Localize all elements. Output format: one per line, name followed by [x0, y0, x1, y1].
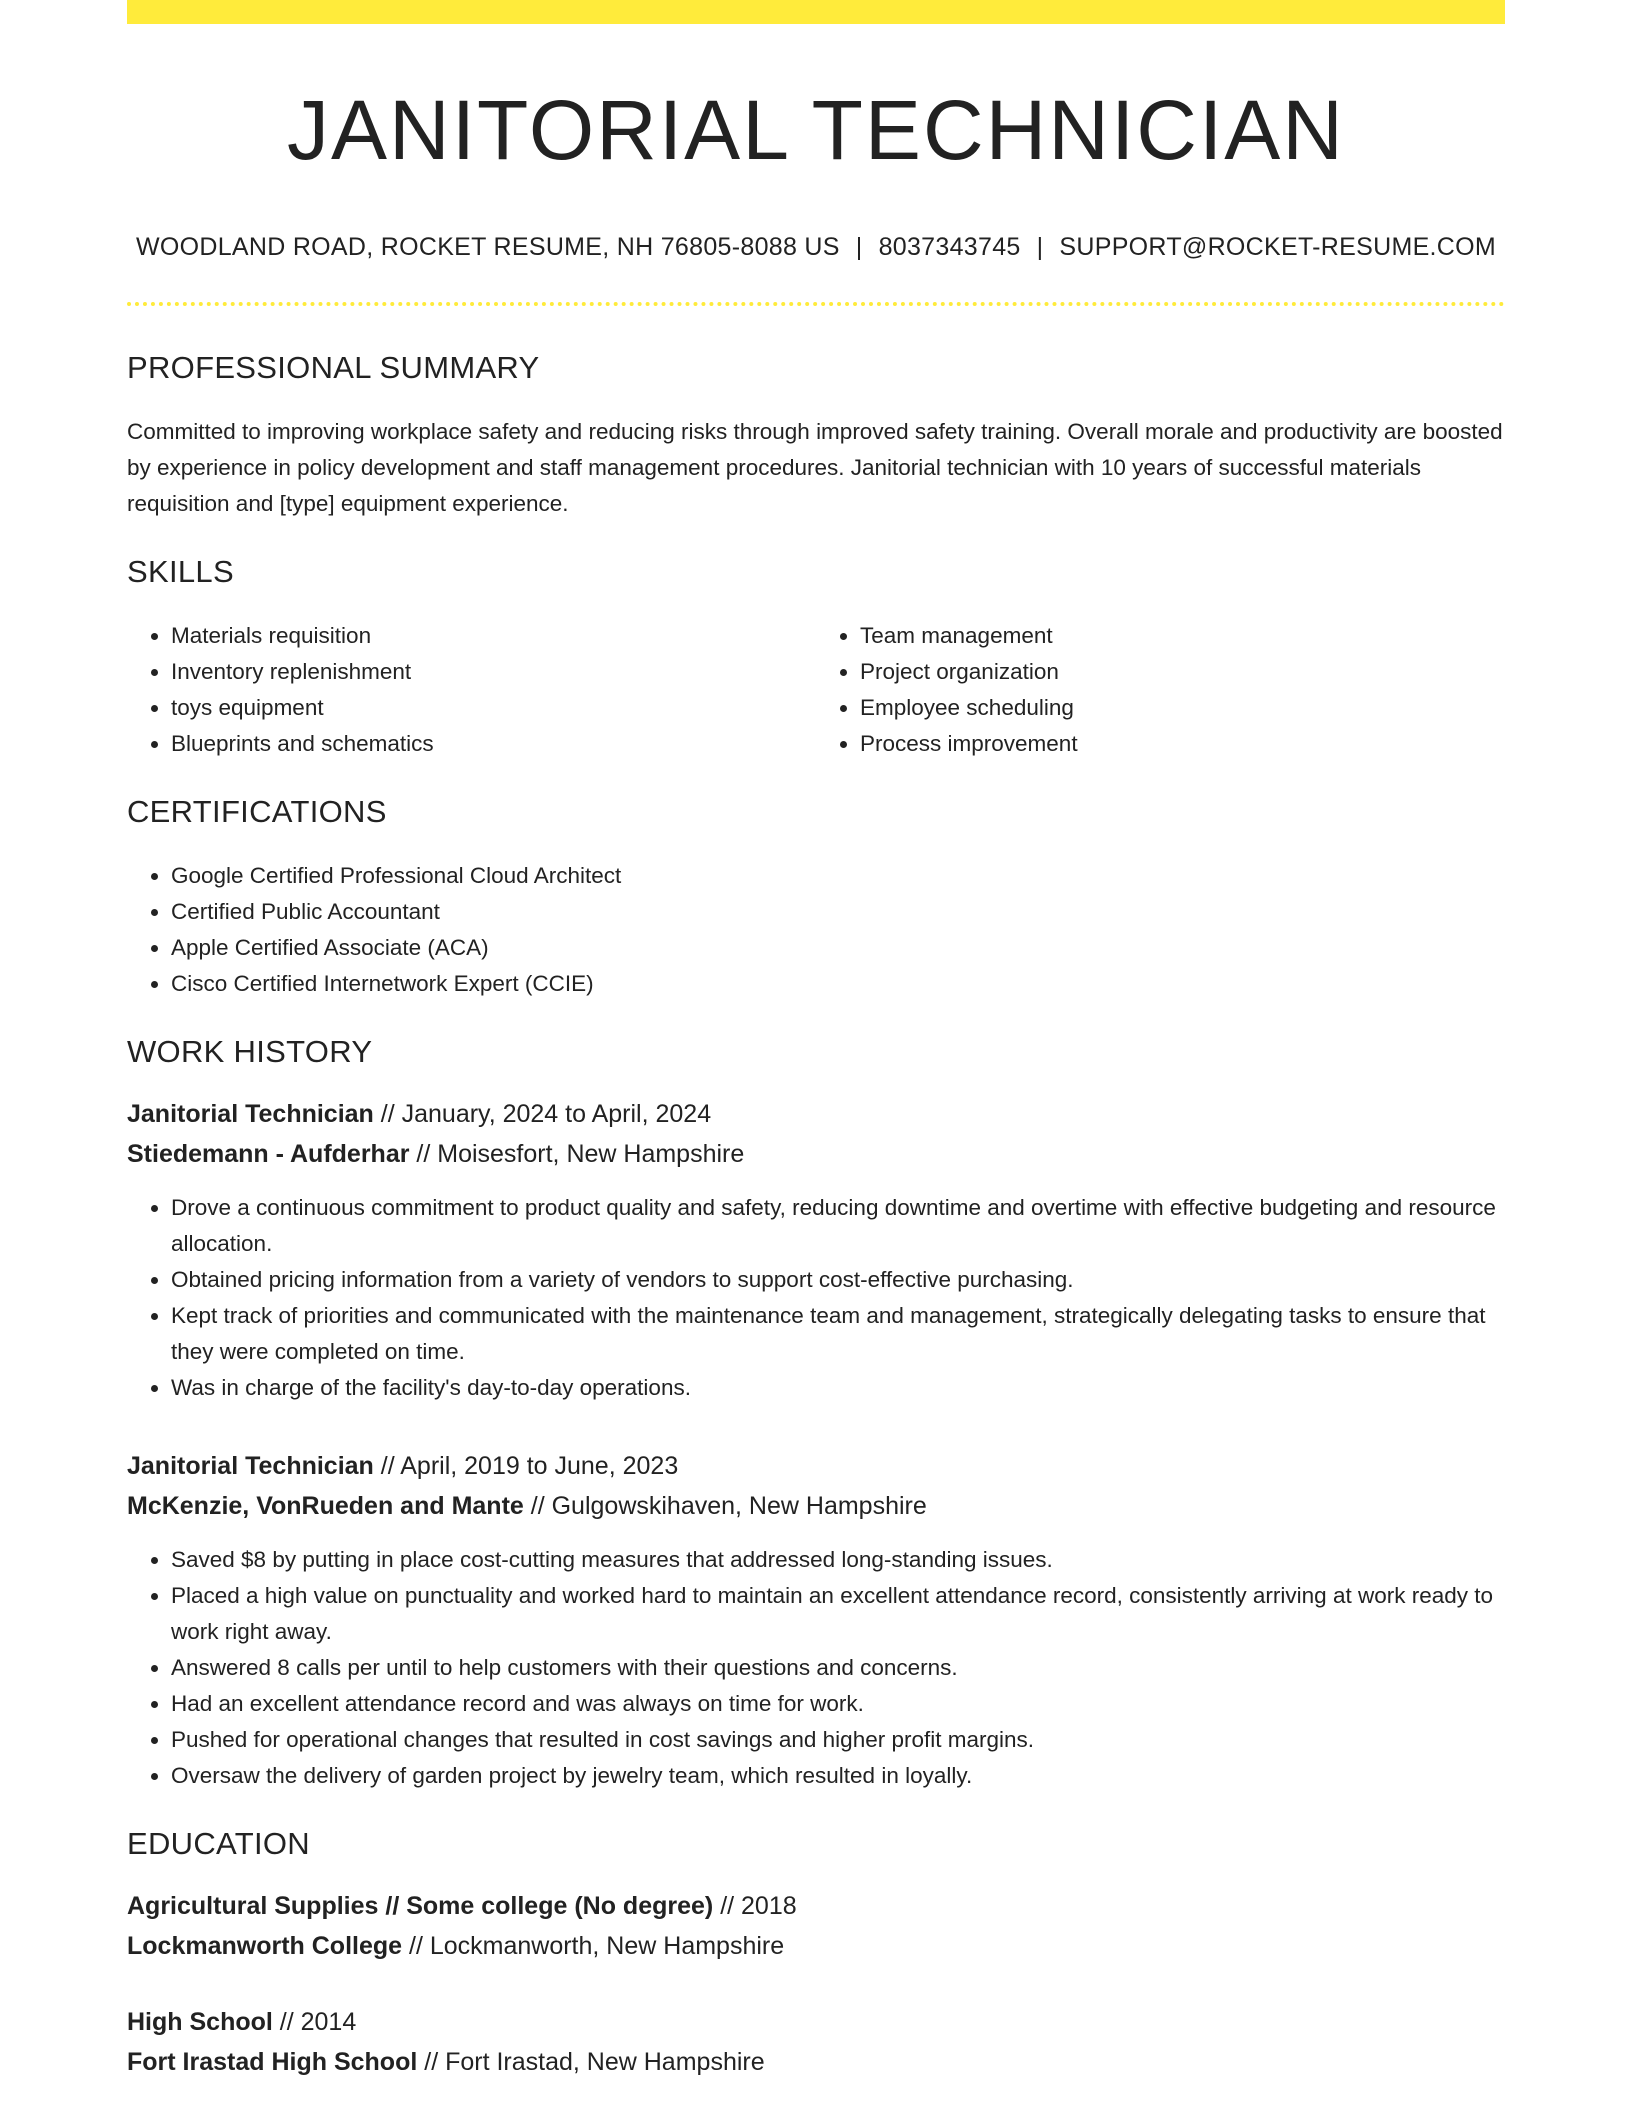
skill-item: • Team management: [860, 618, 1505, 654]
job-bullet: • Pushed for operational changes that resulted in cost savings and higher profit margins.: [171, 1722, 1505, 1758]
job-company: Stiedemann - Aufderhar: [127, 1139, 410, 1168]
job-company: McKenzie, VonRueden and Mante: [127, 1491, 524, 1520]
job-bullet: • Saved $8 by putting in place cost-cutting measures that addressed long-standing issues.: [171, 1542, 1505, 1578]
skills-heading: SKILLS: [127, 553, 234, 589]
contact-email: SUPPORT@ROCKET-RESUME.COM: [1059, 232, 1497, 261]
job-bullet: • Obtained pricing information from a variety of vendors to support cost-effective purchasing.: [171, 1262, 1505, 1298]
job-title-line: [127, 1094, 1505, 1134]
header-divider: [127, 302, 1505, 306]
education-entry: [127, 2002, 1505, 2082]
job-bullet: • Drove a continuous commitment to product quality and safety, reducing downtime and overtime with effective budgeting and resource allocation.: [171, 1190, 1505, 1262]
certifications-heading: CERTIFICATIONS: [127, 793, 387, 829]
job-entry: [127, 1446, 1505, 1794]
job-dates: // April, 2019 to June, 2023: [380, 1451, 679, 1480]
education-location: // Fort Irastad, New Hampshire: [424, 2047, 765, 2076]
certification-item: • Google Certified Professional Cloud Architect: [171, 858, 1505, 894]
contact-separator: |: [855, 232, 863, 261]
job-bullet: • Was in charge of the facility's day-to-day operations.: [171, 1370, 1505, 1406]
contact-line: [127, 233, 1505, 262]
certifications-list: [127, 858, 1505, 1002]
skill-item: • Materials requisition: [171, 618, 816, 654]
job-company-line: [127, 1486, 1505, 1526]
skill-item: • Project organization: [860, 654, 1505, 690]
education-entry: [127, 1886, 1505, 1966]
education-degree-line: [127, 1886, 1505, 1926]
job-bullet: • Placed a high value on punctuality and worked hard to maintain an excellent attendance record, consistently arriving at work ready to work right away.: [171, 1578, 1505, 1650]
education-degree: Agricultural Supplies // Some college (No degree): [127, 1891, 714, 1920]
certification-item: • Cisco Certified Internetwork Expert (CCIE): [171, 966, 1505, 1002]
job-bullet: • Had an excellent attendance record and was always on time for work.: [171, 1686, 1505, 1722]
education-school: Fort Irastad High School: [127, 2047, 418, 2076]
job-dates: // January, 2024 to April, 2024: [380, 1099, 712, 1128]
contact-phone: 8037343745: [878, 232, 1021, 261]
top-accent-bar: [127, 0, 1505, 24]
job-location: // Gulgowskihaven, New Hampshire: [530, 1491, 927, 1520]
summary-heading: PROFESSIONAL SUMMARY: [127, 349, 540, 385]
education-degree: High School: [127, 2007, 273, 2036]
education-location: // Lockmanworth, New Hampshire: [409, 1931, 785, 1960]
education-header: [127, 2002, 1505, 2082]
certification-item: • Certified Public Accountant: [171, 894, 1505, 930]
job-role: Janitorial Technician: [127, 1099, 374, 1128]
education-header: [127, 1886, 1505, 1966]
education-year: // 2014: [279, 2007, 357, 2036]
skill-item: • Process improvement: [860, 726, 1505, 762]
skill-item: • toys equipment: [171, 690, 816, 726]
skill-item: • Blueprints and schematics: [171, 726, 816, 762]
job-role: Janitorial Technician: [127, 1451, 374, 1480]
contact-address: WOODLAND ROAD, ROCKET RESUME, NH 76805-8088 US: [135, 232, 840, 261]
skills-left-list: [127, 618, 816, 762]
job-entry: [127, 1094, 1505, 1406]
work-history-heading: WORK HISTORY: [127, 1033, 373, 1069]
job-bullets: [127, 1190, 1505, 1406]
work-history-section: [127, 1034, 1505, 1794]
candidate-name: JANITORIAL TECHNICIAN: [287, 83, 1345, 177]
education-school-line: [127, 2042, 1505, 2082]
job-location: // Moisesfort, New Hampshire: [416, 1139, 745, 1168]
education-school-line: [127, 1926, 1505, 1966]
education-degree-line: [127, 2002, 1505, 2042]
skills-section: [127, 554, 1505, 762]
job-title-line: [127, 1446, 1505, 1486]
job-bullet: • Kept track of priorities and communicated with the maintenance team and management, strategically delegating tasks to ensure that they were completed on time.: [171, 1298, 1505, 1370]
job-bullet: • Answered 8 calls per until to help customers with their questions and concerns.: [171, 1650, 1505, 1686]
job-header: [127, 1446, 1505, 1526]
certifications-section: [127, 794, 1505, 1002]
certification-item: • Apple Certified Associate (ACA): [171, 930, 1505, 966]
education-school: Lockmanworth College: [127, 1931, 403, 1960]
skills-right-list: [816, 618, 1505, 762]
education-heading: EDUCATION: [127, 1825, 310, 1861]
skill-item: • Employee scheduling: [860, 690, 1505, 726]
job-bullets: [127, 1542, 1505, 1794]
job-header: [127, 1094, 1505, 1174]
skill-item: • Inventory replenishment: [171, 654, 816, 690]
job-bullet: • Oversaw the delivery of garden project by jewelry team, which resulted in loyally.: [171, 1758, 1505, 1794]
contact-separator: |: [1036, 232, 1044, 261]
summary-text: Committed to improving workplace safety and reducing risks through improved safety training. Overall morale and productivity are boosted by experience in policy development and staff management procedures. Janitorial technician with 10 years of successful materials requisition and [type] equipment experience.: [127, 418, 1503, 516]
education-year: // 2018: [720, 1891, 797, 1920]
education-section: [127, 1826, 1505, 2082]
job-company-line: [127, 1134, 1505, 1174]
skills-columns: [127, 618, 1505, 762]
